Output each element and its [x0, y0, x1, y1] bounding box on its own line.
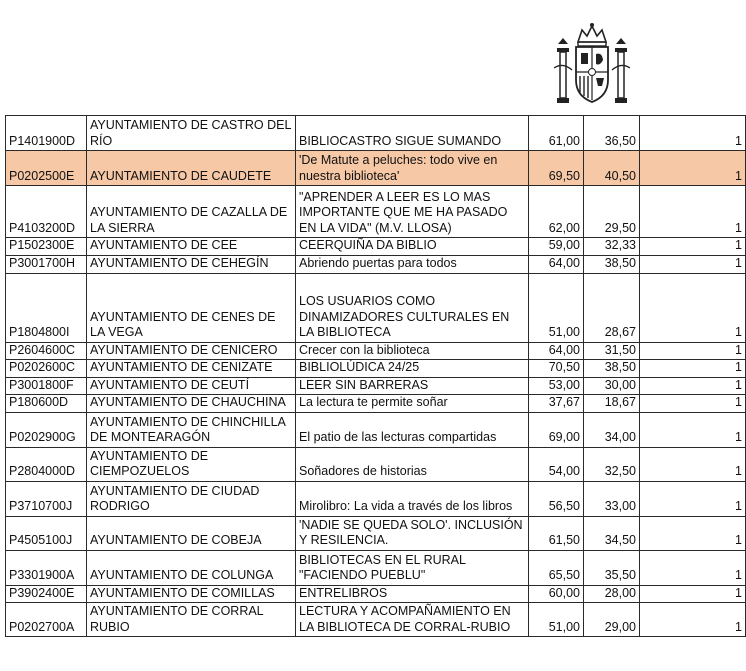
cell-code: P3710700J — [6, 481, 87, 516]
cell-entity: AYUNTAMIENTO DE COMILLAS — [87, 585, 296, 603]
cell-entity: AYUNTAMIENTO DE CENES DE LA VEGA — [87, 273, 296, 342]
cell-score-1: 53,00 — [529, 377, 584, 395]
cell-score-1: 61,50 — [529, 516, 584, 550]
cell-extra: 1 — [640, 550, 746, 585]
table-row — [6, 481, 746, 516]
cell-score-1: 54,00 — [529, 447, 584, 481]
cell-score-2: 35,50 — [584, 550, 640, 585]
cell-code: P1804800I — [6, 273, 87, 342]
cell-project: BIBLIOCASTRO SIGUE SUMANDO — [296, 116, 529, 151]
cell-extra: 1 — [640, 412, 746, 447]
cell-project: LECTURA Y ACOMPAÑAMIENTO EN LA BIBLIOTECA DE CORRAL-RUBIO — [296, 603, 529, 637]
cell-score-2: 28,00 — [584, 585, 640, 603]
cell-score-2: 34,50 — [584, 516, 640, 550]
cell-score-2: 30,00 — [584, 377, 640, 395]
table-row — [6, 273, 746, 342]
cell-score-1: 51,00 — [529, 273, 584, 342]
cell-project: ENTRELIBROS — [296, 585, 529, 603]
cell-code: P4505100J — [6, 516, 87, 550]
cell-code: P0202500E — [6, 151, 87, 186]
cell-entity: AYUNTAMIENTO DE COLUNGA — [87, 550, 296, 585]
cell-extra: 1 — [640, 360, 746, 378]
cell-extra: 1 — [640, 395, 746, 413]
cell-score-1: 60,00 — [529, 585, 584, 603]
cell-extra: 1 — [640, 186, 746, 238]
cell-code: P4103200D — [6, 186, 87, 238]
cell-entity: AYUNTAMIENTO DE CENICERO — [87, 342, 296, 360]
grants-table-body — [6, 116, 746, 637]
cell-extra: 1 — [640, 255, 746, 273]
cell-extra: 1 — [640, 151, 746, 186]
cell-entity: AYUNTAMIENTO DE CEE — [87, 238, 296, 256]
cell-score-2: 36,50 — [584, 116, 640, 151]
cell-score-2: 29,50 — [584, 186, 640, 238]
cell-project: Mirolibro: La vida a través de los libros — [296, 481, 529, 516]
table-row — [6, 255, 746, 273]
cell-project: Soñadores de historias — [296, 447, 529, 481]
cell-extra: 1 — [640, 116, 746, 151]
cell-code: P0202600C — [6, 360, 87, 378]
cell-entity: AYUNTAMIENTO DE CIUDAD RODRIGO — [87, 481, 296, 516]
cell-code: P2804000D — [6, 447, 87, 481]
cell-entity: AYUNTAMIENTO DE CIEMPOZUELOS — [87, 447, 296, 481]
cell-entity: AYUNTAMIENTO DE CASTRO DEL RÍO — [87, 116, 296, 151]
table-row — [6, 151, 746, 186]
cell-score-2: 31,50 — [584, 342, 640, 360]
table-row — [6, 585, 746, 603]
cell-score-1: 37,67 — [529, 395, 584, 413]
table-row — [6, 360, 746, 378]
cell-entity: AYUNTAMIENTO DE CHAUCHINA — [87, 395, 296, 413]
cell-project: El patio de las lecturas compartidas — [296, 412, 529, 447]
cell-code: P2604600C — [6, 342, 87, 360]
table-row — [6, 395, 746, 413]
table-row — [6, 447, 746, 481]
cell-entity: AYUNTAMIENTO DE CEHEGÍN — [87, 255, 296, 273]
cell-project: Abriendo puertas para todos — [296, 255, 529, 273]
cell-project: 'NADIE SE QUEDA SOLO'. INCLUSIÓN Y RESILENCIA. — [296, 516, 529, 550]
cell-entity: AYUNTAMIENTO DE CORRAL RUBIO — [87, 603, 296, 637]
table-row — [6, 342, 746, 360]
cell-score-1: 70,50 — [529, 360, 584, 378]
cell-code: P1401900D — [6, 116, 87, 151]
cell-score-1: 64,00 — [529, 342, 584, 360]
cell-entity: AYUNTAMIENTO DE CENIZATE — [87, 360, 296, 378]
table-row — [6, 238, 746, 256]
cell-score-2: 34,00 — [584, 412, 640, 447]
cell-score-1: 69,50 — [529, 151, 584, 186]
cell-project: BIBLIOLÚDICA 24/25 — [296, 360, 529, 378]
cell-extra: 1 — [640, 516, 746, 550]
cell-score-1: 65,50 — [529, 550, 584, 585]
cell-project: LEER SIN BARRERAS — [296, 377, 529, 395]
table-row — [6, 186, 746, 238]
cell-score-1: 64,00 — [529, 255, 584, 273]
cell-extra: 1 — [640, 342, 746, 360]
cell-project: LOS USUARIOS COMO DINAMIZADORES CULTURALES EN LA BIBLIOTECA — [296, 273, 529, 342]
cell-score-2: 29,00 — [584, 603, 640, 637]
grants-table — [5, 115, 746, 637]
cell-code: P0202700A — [6, 603, 87, 637]
cell-score-2: 18,67 — [584, 395, 640, 413]
cell-score-2: 38,50 — [584, 360, 640, 378]
cell-score-1: 59,00 — [529, 238, 584, 256]
cell-project: La lectura te permite soñar — [296, 395, 529, 413]
cell-score-2: 32,50 — [584, 447, 640, 481]
cell-extra: 1 — [640, 585, 746, 603]
table-row — [6, 516, 746, 550]
cell-extra: 1 — [640, 377, 746, 395]
cell-extra: 1 — [640, 447, 746, 481]
table-row — [6, 550, 746, 585]
cell-extra: 1 — [640, 273, 746, 342]
cell-project: CEERQUIÑA DA BIBLIO — [296, 238, 529, 256]
cell-project: Crecer con la biblioteca — [296, 342, 529, 360]
cell-score-2: 33,00 — [584, 481, 640, 516]
cell-score-1: 56,50 — [529, 481, 584, 516]
table-row — [6, 412, 746, 447]
cell-entity: AYUNTAMIENTO DE COBEJA — [87, 516, 296, 550]
table-row — [6, 603, 746, 637]
cell-project: BIBLIOTECAS EN EL RURAL "FACIENDO PUEBLU" — [296, 550, 529, 585]
cell-project: "APRENDER A LEER ES LO MAS IMPORTANTE QUE ME HA PASADO EN LA VIDA" (M.V. LLOSA) — [296, 186, 529, 238]
cell-project: 'De Matute a peluches: todo vive en nuestra biblioteca' — [296, 151, 529, 186]
cell-score-2: 28,67 — [584, 273, 640, 342]
table-row — [6, 116, 746, 151]
cell-code: P3902400E — [6, 585, 87, 603]
cell-code: P1502300E — [6, 238, 87, 256]
cell-score-1: 69,00 — [529, 412, 584, 447]
cell-code: P3001800F — [6, 377, 87, 395]
cell-extra: 1 — [640, 238, 746, 256]
cell-score-1: 62,00 — [529, 186, 584, 238]
cell-code: P0202900G — [6, 412, 87, 447]
cell-entity: AYUNTAMIENTO DE CEUTÍ — [87, 377, 296, 395]
cell-score-1: 51,00 — [529, 603, 584, 637]
coat-of-arms-icon — [552, 22, 632, 108]
cell-entity: AYUNTAMIENTO DE CHINCHILLA DE MONTEARAGÓN — [87, 412, 296, 447]
cell-score-2: 40,50 — [584, 151, 640, 186]
cell-extra: 1 — [640, 481, 746, 516]
cell-code: P3301900A — [6, 550, 87, 585]
cell-code: P3001700H — [6, 255, 87, 273]
cell-score-1: 61,00 — [529, 116, 584, 151]
cell-code: P180600D — [6, 395, 87, 413]
cell-entity: AYUNTAMIENTO DE CAZALLA DE LA SIERRA — [87, 186, 296, 238]
cell-extra: 1 — [640, 603, 746, 637]
cell-score-2: 32,33 — [584, 238, 640, 256]
cell-entity: AYUNTAMIENTO DE CAUDETE — [87, 151, 296, 186]
cell-score-2: 38,50 — [584, 255, 640, 273]
table-row — [6, 377, 746, 395]
